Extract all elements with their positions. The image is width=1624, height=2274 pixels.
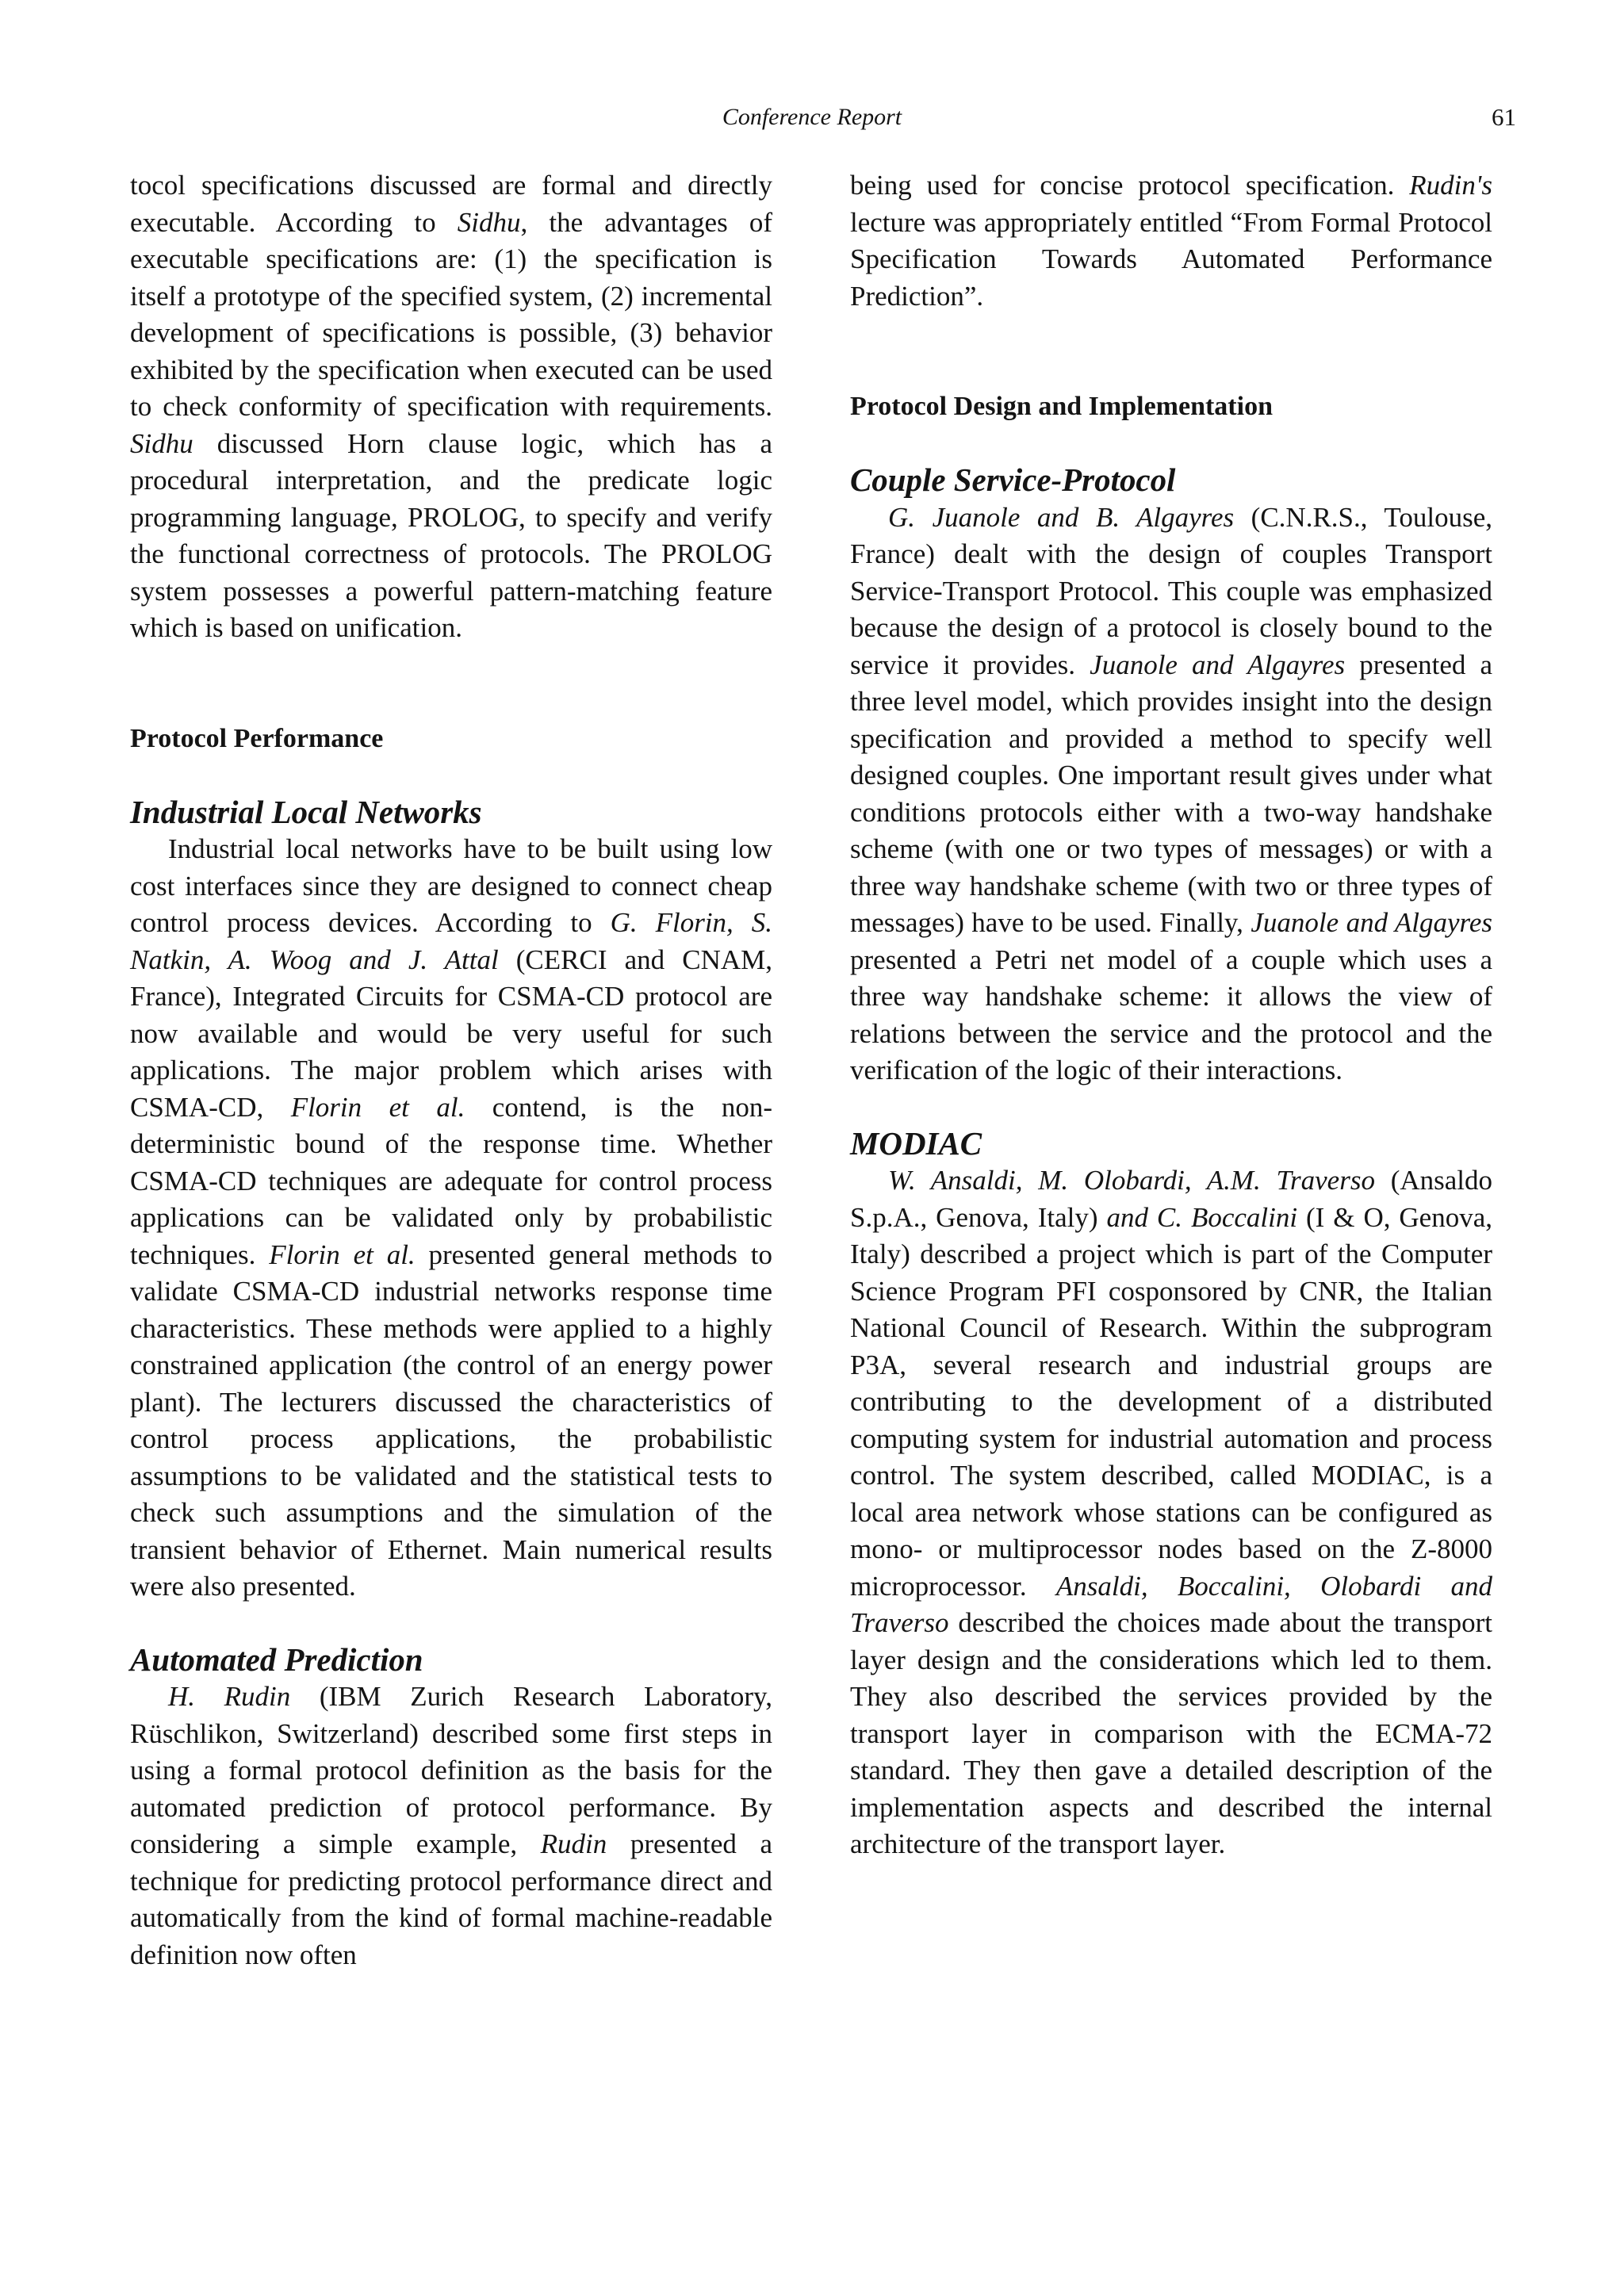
subheading-industrial-local-networks: Industrial Local Networks <box>130 794 482 830</box>
left-column <box>130 167 772 1973</box>
continuation-paragraph: being used for concise protocol specification. Rudin's lecture was appropriately entitled “From Formal Protocol Specification Towards Automated Performance Prediction”. <box>850 170 1492 312</box>
page-number: 61 <box>1492 103 1516 131</box>
running-header: Conference Report <box>722 104 902 130</box>
couple-service-protocol-paragraph: G. Juanole and B. Algayres (C.N.R.S., Toulouse, France) dealt with the design of couples Transport Service-Transport Protocol. This couple was emphasized because the design of a protocol is closely bound to the service it provides. Juanole and Algayres presented a three level model, which provides insight into the design specification and provided a method to specify well designed couples. One important result gives under what conditions protocols either with a two-way handshake scheme (with one or two types of messages) or with a three way handshake scheme (with two or three types of messages) have to be used. Finally, Juanole and Algayres presented a Petri net model of a couple which uses a three way handshake scheme: it allows the view of relations between the service and the protocol and the verification of the logic of their interactions. <box>850 501 1493 1085</box>
section-heading-protocol-design: Protocol Design and Implementation <box>850 392 1273 421</box>
section-heading-protocol-performance: Protocol Performance <box>130 723 384 753</box>
subheading-couple-service-protocol: Couple Service-Protocol <box>850 462 1176 498</box>
automated-prediction-paragraph: H. Rudin (IBM Zurich Research Laboratory, Rüschlikon, Switzerland) described some first steps in using a formal protocol definition as the basis for the automated prediction of protocol performance. By considering a simple example, Rudin presented a technique for predicting protocol performance direct and automatically from the kind of formal machine-readable definition now often <box>130 1681 772 1970</box>
subheading-automated-prediction: Automated Prediction <box>130 1641 423 1678</box>
right-column <box>850 167 1492 1863</box>
subheading-modiac: MODIAC <box>850 1125 982 1162</box>
modiac-paragraph: W. Ansaldi, M. Olobardi, A.M. Traverso (Ansaldo S.p.A., Genova, Italy) and C. Boccalini (I & O, Genova, Italy) described a project which is part of the Computer Science Program PFI cosponsored by CNR, the Italian National Council of Research. Within the subprogram P3A, several research and industrial groups are contributing to the development of a distributed computing system for industrial automation and process control. The system described, called MODIAC, is a local area network whose stations can be configured as mono- or multiprocessor nodes based on the Z-8000 microprocessor. Ansaldi, Boccalini, Olobardi and Traverso described the choices made about the transport layer design and the considerations which led to them. They also described the services provided by the transport layer in comparison with the ECMA-72 standard. They then gave a detailed description of the implementation aspects and described the internal architecture of the transport layer. <box>850 1165 1493 1859</box>
industrial-networks-paragraph: Industrial local networks have to be built using low cost interfaces since they are designed to connect cheap control process devices. According to G. Florin, S. Natkin, A. Woog and J. Attal (CERCI and CNAM, France), Integrated Circuits for CSMA-CD protocol are now available and would be very useful for such applications. The major problem which arises with CSMA-CD, Florin et al. contend, is the non-deterministic bound of the response time. Whether CSMA-CD techniques are adequate for control process applications can be validated only by probabilistic techniques. Florin et al. presented general methods to validate CSMA-CD industrial networks response time characteristics. These methods were applied to a highly constrained application (the control of an energy power plant). The lecturers discussed the characteristics of control process applications, the probabilistic assumptions to be validated and the statistical tests to check such assumptions and the simulation of the transient behavior of Ethernet. Main numerical results were also presented. <box>130 833 772 1602</box>
intro-paragraph: tocol specifications discussed are formal and directly executable. According to Sidhu, the advantages of executable specifications are: (1) the specification is itself a prototype of the specified system, (2) incremental development of specifications is possible, (3) behavior exhibited by the specification when executed can be used to check conformity of specification with requirements. Sidhu discussed Horn clause logic, which has a procedural interpretation, and the predicate logic programming language, PROLOG, to specify and verify the functional correctness of protocols. The PROLOG system possesses a powerful pattern-matching feature which is based on unification. <box>130 170 772 643</box>
